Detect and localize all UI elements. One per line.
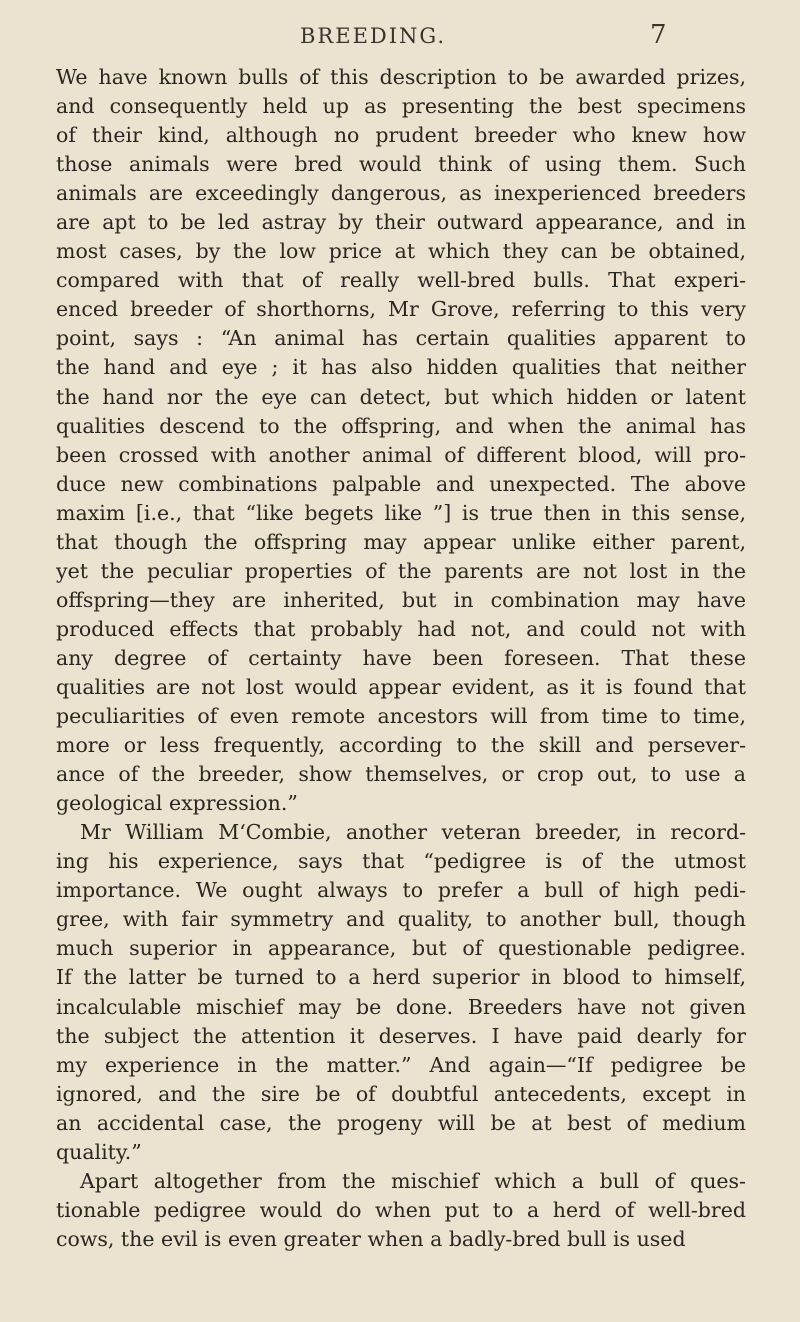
body-text (56, 63, 746, 1254)
paragraph (56, 818, 746, 1167)
text-line: that though the offspring may appear unlike either parent, (56, 529, 746, 554)
text-line: enced breeder of shorthorns, Mr Grove, referring to this very (56, 297, 746, 322)
text-line: qualities are not lost would appear evident, as it is found that (56, 674, 746, 699)
text-line: Mr William M‘Combie, another veteran breeder, in record- (80, 820, 746, 845)
text-line: ignored, and the sire be of doubtful antecedents, except in (56, 1081, 746, 1106)
text-line: ing his experience, says that “pedigree is of the utmost (56, 849, 746, 874)
text-line: Apart altogether from the mischief which a bull of ques- (80, 1168, 746, 1193)
running-title: BREEDING. (300, 24, 447, 48)
text-line: any degree of certainty have been foreseen. That these (56, 645, 746, 670)
text-line: produced effects that probably had not, and could not with (56, 616, 746, 641)
text-line: We have known bulls of this description to be awarded prizes, (56, 65, 746, 89)
running-head (0, 20, 800, 60)
text-line: offspring—they are inherited, but in combination may have (56, 587, 746, 612)
text-line: an accidental case, the progeny will be at best of medium (56, 1110, 746, 1135)
text-line: animals are exceedingly dangerous, as inexperienced breeders (56, 181, 746, 206)
paragraph (56, 63, 746, 818)
text-line: much superior in appearance, but of questionable pedigree. (56, 936, 746, 961)
text-line: yet the peculiar properties of the parents are not lost in the (56, 558, 746, 583)
text-line: qualities descend to the offspring, and when the animal has (56, 413, 746, 438)
text-line: those animals were bred would think of using them. Such (56, 152, 746, 177)
text-line: the hand nor the eye can detect, but which hidden or latent (56, 384, 746, 409)
text-line: If the latter be turned to a herd superior in blood to himself, (56, 965, 746, 990)
text-line: my experience in the matter.” And again—“If pedigree be (56, 1052, 746, 1077)
text-line: tionable pedigree would do when put to a herd of well-bred (56, 1197, 746, 1222)
text-line: cows, the evil is even greater when a badly-bred bull is used (56, 1226, 686, 1251)
text-line: ance of the breeder, show themselves, or crop out, to use a (56, 762, 746, 787)
text-line: importance. We ought always to prefer a bull of high pedi- (56, 878, 746, 903)
text-line: duce new combinations palpable and unexpected. The above (56, 471, 746, 496)
text-line: peculiarities of even remote ancestors will from time to time, (56, 704, 746, 729)
text-line: and consequently held up as presenting the best specimens (56, 94, 746, 119)
text-line: the hand and eye ; it has also hidden qualities that neither (56, 355, 746, 380)
paragraph (56, 1167, 746, 1254)
text-line: most cases, by the low price at which they can be obtained, (56, 239, 746, 264)
text-line: point, says : “An animal has certain qualities apparent to (56, 326, 746, 351)
text-line: are apt to be led astray by their outward appearance, and in (56, 210, 746, 235)
text-line: compared with that of really well-bred bulls. That experi- (56, 268, 746, 293)
text-line: more or less frequently, according to the skill and persever- (56, 733, 746, 758)
text-line: geological expression.” (56, 791, 298, 816)
page-number: 7 (650, 20, 667, 50)
text-line: of their kind, although no prudent breeder who knew how (56, 123, 746, 148)
text-line: gree, with fair symmetry and quality, to another bull, though (56, 907, 746, 932)
text-line: quality.” (56, 1139, 142, 1164)
text-line: the subject the attention it deserves. I have paid dearly for (56, 1023, 746, 1048)
text-line: incalculable mischief may be done. Breeders have not given (56, 994, 746, 1019)
text-line: maxim [i.e., that “like begets like ”] is true then in this sense, (56, 500, 746, 525)
text-line: been crossed with another animal of different blood, will pro- (56, 442, 746, 467)
